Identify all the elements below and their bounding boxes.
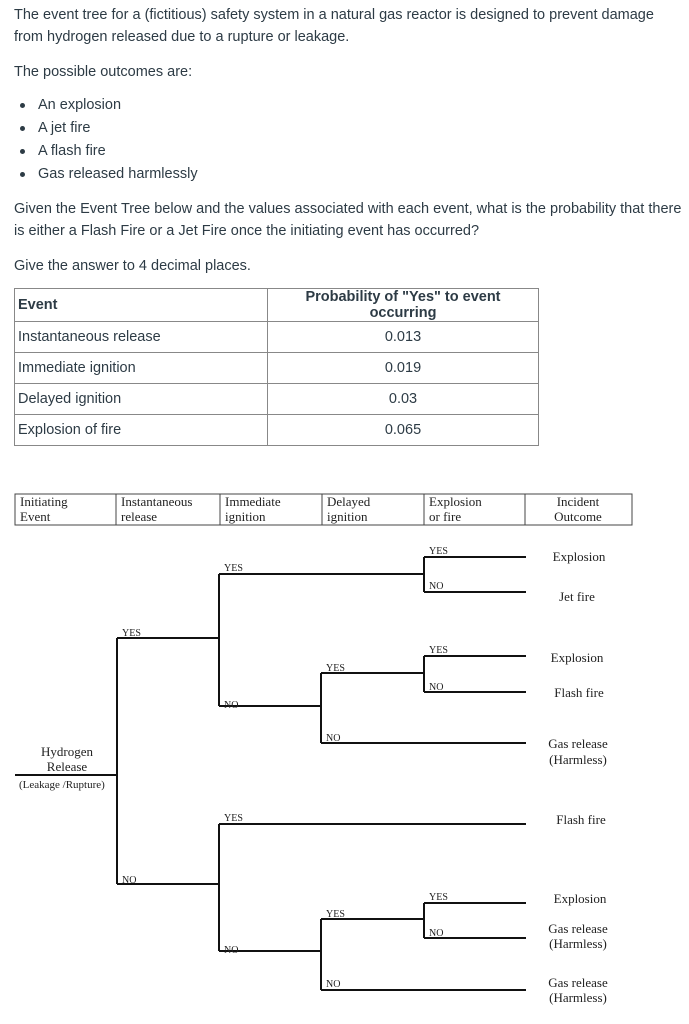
header-initiating-line2: Event xyxy=(20,509,51,524)
list-item: An explosion xyxy=(14,94,198,117)
outcome-explosion: Explosion xyxy=(553,891,607,906)
table-header-row xyxy=(15,289,539,322)
explosion-split-1 xyxy=(424,546,526,592)
yes-label: YES xyxy=(326,663,345,674)
yes-label: YES xyxy=(224,563,243,574)
explosion-split-3 xyxy=(424,892,526,939)
outcome-gas-release: Gas release xyxy=(548,975,608,990)
event-cell: Explosion of fire xyxy=(15,415,268,446)
probability-cell: 0.019 xyxy=(268,353,539,384)
yes-label: YES xyxy=(429,892,448,903)
table-row xyxy=(15,415,539,446)
initiating-label-line1: Hydrogen xyxy=(41,744,93,759)
incident-outcomes xyxy=(548,549,608,1005)
header-initiating-line1: Initiating xyxy=(20,494,68,509)
no-label: NO xyxy=(224,945,239,956)
event-cell: Immediate ignition xyxy=(15,353,268,384)
no-label: NO xyxy=(429,928,444,939)
instantaneous-release-branches xyxy=(117,628,219,886)
outcome-explosion: Explosion xyxy=(550,650,604,665)
question-paragraph: Given the Event Tree below and the values associated with each event, what is the probability that there is either a Flash Fire or a Jet Fire once the initiating event has occurred? xyxy=(14,201,682,239)
table-row xyxy=(15,353,539,384)
header-delayed-line1: Delayed xyxy=(327,494,371,509)
outcome-list xyxy=(14,94,198,186)
yes-label: YES xyxy=(326,909,345,920)
header-immediate-line1: Immediate xyxy=(225,494,281,509)
event-tree-diagram xyxy=(0,490,689,1024)
tree-header xyxy=(15,494,632,525)
header-outcome-line1: Incident xyxy=(556,494,600,509)
probability-table xyxy=(14,288,539,446)
initiating-label-line2: Release xyxy=(46,759,88,774)
header-explosion-line1: Explosion xyxy=(429,494,482,509)
outcome-explosion: Explosion xyxy=(552,549,606,564)
event-cell: Delayed ignition xyxy=(15,384,268,415)
probability-cell: 0.065 xyxy=(268,415,539,446)
yes-label: YES xyxy=(224,813,243,824)
outcome-harmless: (Harmless) xyxy=(549,752,607,767)
event-cell: Instantaneous release xyxy=(15,322,268,353)
list-item: Gas released harmlessly xyxy=(14,163,198,186)
outcome-flash-fire: Flash fire xyxy=(554,685,604,700)
outcome-jet-fire: Jet fire xyxy=(559,589,595,604)
immediate-ignition-lower xyxy=(219,813,526,956)
yes-label: YES xyxy=(429,546,448,557)
header-delayed-line2: ignition xyxy=(327,509,368,524)
outcome-gas-release: Gas release xyxy=(548,921,608,936)
outcome-gas-release: Gas release xyxy=(548,736,608,751)
intro-paragraph: The event tree for a (fictitious) safety system in a natural gas reactor is designed to prevent damage from hydrogen released due to a rupture or leakage. xyxy=(14,7,654,45)
header-instantaneous-line2: release xyxy=(121,509,158,524)
list-item: A jet fire xyxy=(14,117,198,140)
instruction-paragraph: Give the answer to 4 decimal places. xyxy=(14,258,251,274)
probability-cell: 0.013 xyxy=(268,322,539,353)
no-label: NO xyxy=(326,979,341,990)
probability-column-header: Probability of "Yes" to event occurring xyxy=(268,289,539,322)
yes-label: YES xyxy=(429,645,448,656)
header-explosion-line2: or fire xyxy=(429,509,462,524)
no-label: NO xyxy=(326,733,341,744)
no-label: NO xyxy=(429,682,444,693)
tree-header-box xyxy=(15,494,632,525)
no-label: NO xyxy=(122,875,137,886)
no-label: NO xyxy=(224,700,239,711)
event-column-header: Event xyxy=(15,289,268,322)
table-row xyxy=(15,322,539,353)
outcome-harmless: (Harmless) xyxy=(549,990,607,1005)
outcome-flash-fire: Flash fire xyxy=(556,812,606,827)
explosion-split-2 xyxy=(424,645,526,693)
table-row xyxy=(15,384,539,415)
header-outcome-line2: Outcome xyxy=(554,509,602,524)
initiating-event xyxy=(15,744,117,791)
outcome-harmless: (Harmless) xyxy=(549,936,607,951)
header-immediate-line2: ignition xyxy=(225,509,266,524)
initiating-label-line3: (Leakage /Rupture) xyxy=(19,779,105,791)
outcomes-intro: The possible outcomes are: xyxy=(14,64,193,80)
list-item: A flash fire xyxy=(14,140,198,163)
yes-label: YES xyxy=(122,628,141,639)
no-label: NO xyxy=(429,581,444,592)
header-instantaneous-line1: Instantaneous xyxy=(121,494,193,509)
probability-cell: 0.03 xyxy=(268,384,539,415)
